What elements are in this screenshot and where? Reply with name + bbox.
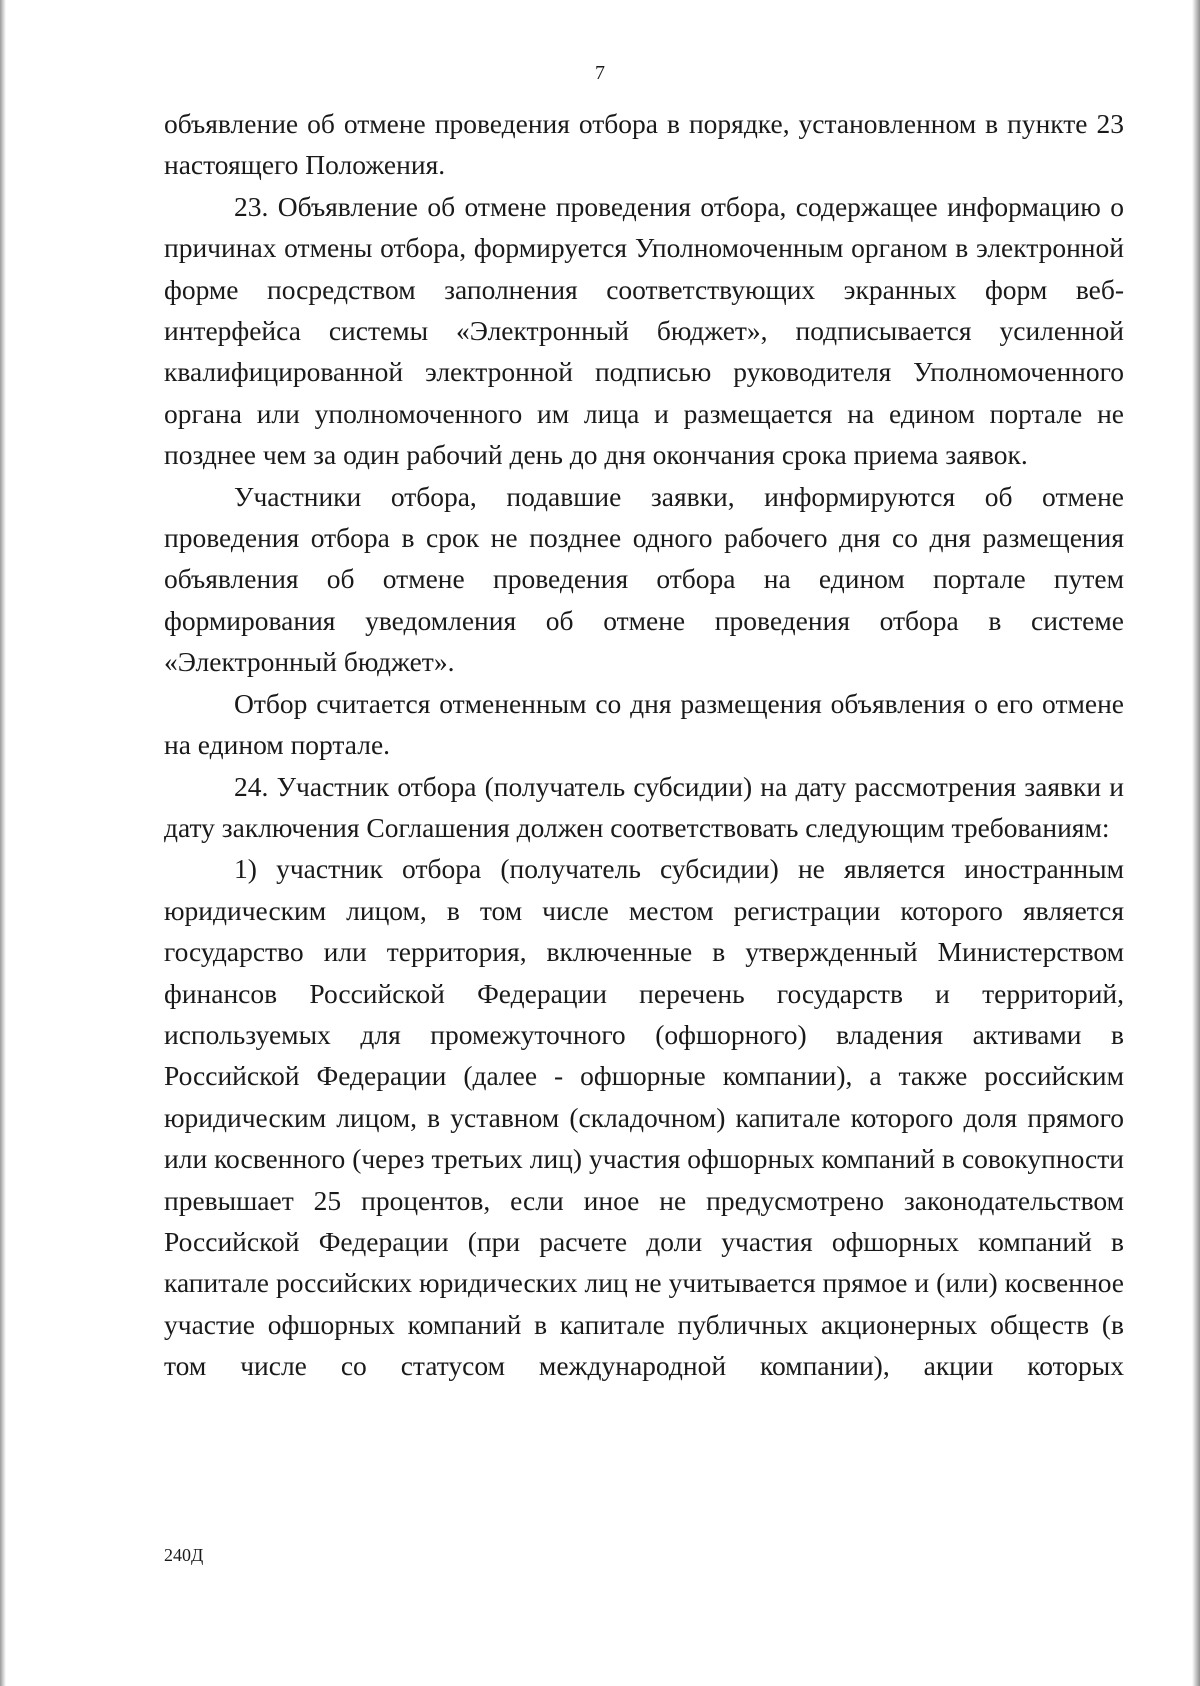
document-code: 240Д — [164, 1545, 204, 1565]
page-number: 7 — [595, 62, 605, 84]
paragraph-continuation: объявление об отмене проведения отбора в порядке, установленном в пункте 23 настоящего Положения. — [164, 108, 1124, 181]
paragraph-item-24: 24. Участник отбора (получатель субсидии) на дату рассмотрения заявки и дату заключения Соглашения должен соответствовать следующим требованиям: — [164, 770, 1124, 843]
document-body — [164, 103, 1124, 1387]
scan-edge-right — [1192, 0, 1200, 1686]
scan-edge-left — [0, 0, 6, 1686]
paragraph-item-23: 23. Объявление об отмене проведения отбора, содержащее информацию о причинах отмены отбора, формируется Уполномоченным органом в электронной форме посредством заполнения соответствующих экранных форм веб-интерфейса системы «Электронный бюджет», подписывается усиленной квалифицированной электронной подписью руководителя Уполномоченного органа или уполномоченного им лица и размещается на едином портале не позднее чем за один рабочий день до дня окончания срока приема заявок. — [164, 190, 1124, 471]
paragraph-selection-cancelled: Отбор считается отмененным со дня размещения объявления о его отмене на едином портале. — [164, 687, 1124, 761]
paragraph-requirement-1: 1) участник отбора (получатель субсидии) не является иностранным юридическим лицом, в том числе местом регистрации которого является государство или территория, включенные в утвержденный Министерством финансов Российской Федерации перечень государств и территорий, используемых для промежуточного (офшорного) владения активами в Российской Федерации (далее - офшорные компании), а также российским юридическим лицом, в уставном (складочном) капитале которого доля прямого или косвенного (через третьих лиц) участия офшорных компаний в совокупности превышает 25 процентов, если иное не предусмотрено законодательством Российской Федерации (при расчете доли участия офшорных компаний в капитале российских юридических лиц не учитывается прямое и (или) косвенное участие офшорных компаний в капитале публичных акционерных обществ (в том числе со статусом международной компании), акции которых — [164, 853, 1124, 1382]
paragraph-participants-notice: Участники отбора, подавшие заявки, информируются об отмене проведения отбора в срок не позднее одного рабочего дня со дня размещения объявления об отмене проведения отбора на едином портале путем формирования уведомления об отмене проведения отбора в системе «Электронный бюджет». — [164, 480, 1124, 678]
